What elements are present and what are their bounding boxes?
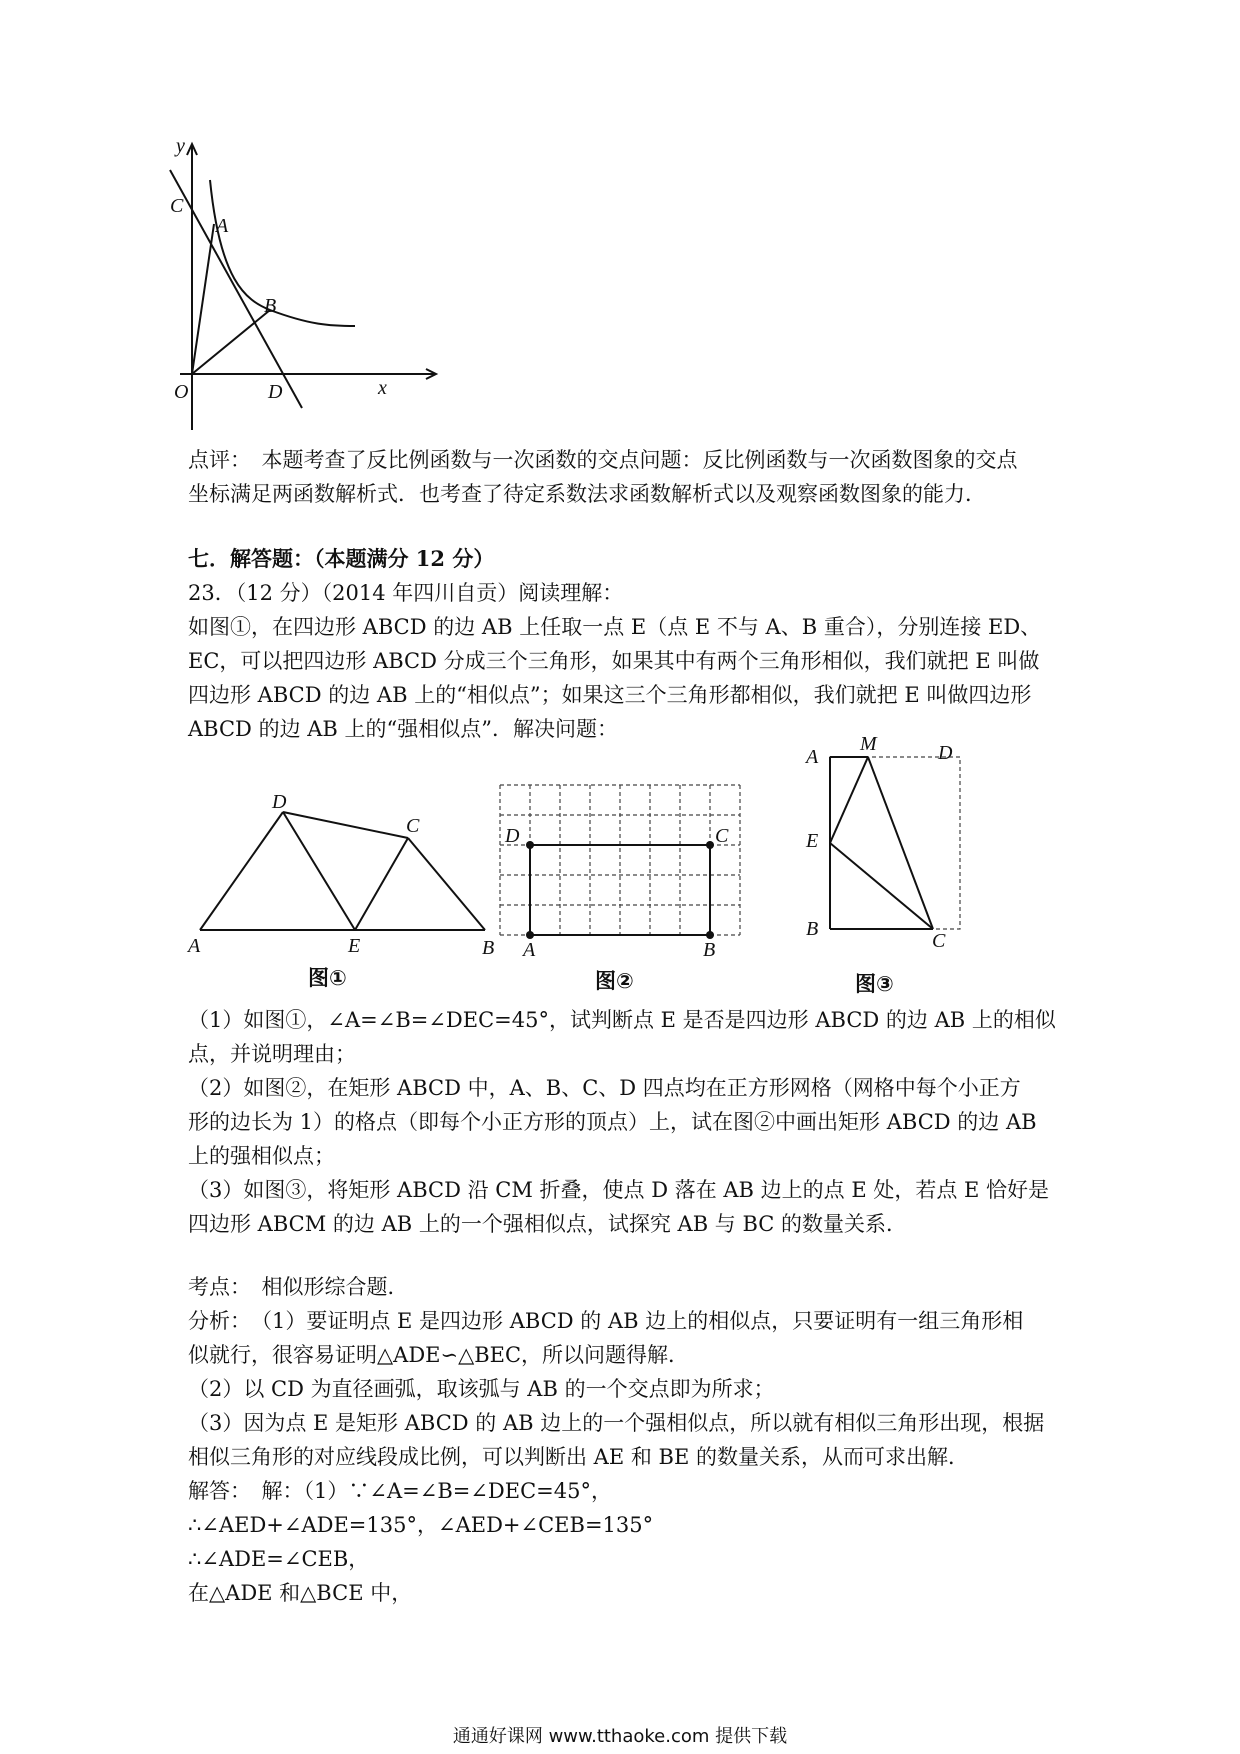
question-3-line-2: 四边形 ABCM 的边 AB 上的一个强相似点，试探究 AB 与 BC 的数量关系．	[188, 1212, 908, 1236]
fig2-label-D: D	[505, 825, 520, 847]
fig1-label-B: B	[482, 937, 495, 959]
label-y: y	[176, 140, 185, 157]
fig1-label-C: C	[406, 815, 420, 837]
label-A: A	[216, 215, 229, 237]
problem-text-4: ABCD 的边 AB 上的“强相似点”．解决问题：	[188, 717, 618, 741]
seg-ME	[830, 757, 868, 843]
problem-text-3: 四边形 ABCD 的边 AB 上的“相似点”；如果这三个三角形都相似，我们就把 E 叫做四边形	[188, 683, 1032, 707]
point-D	[526, 841, 534, 849]
question-2-line-3: 上的强相似点；	[188, 1144, 335, 1168]
fig3-label-M: M	[860, 735, 877, 755]
question-1-line-1: （1）如图①，∠A=∠B=∠DEC=45°，试判断点 E 是否是四边形 ABCD 的边 AB 上的相似	[188, 1008, 1056, 1032]
figure-3	[800, 735, 980, 955]
fig1-label-A: A	[188, 935, 201, 957]
fig3-label-E: E	[806, 830, 819, 852]
figure-2-caption: 图②	[595, 969, 634, 993]
question-3-line-1: （3）如图③，将矩形 ABCD 沿 CM 折叠，使点 D 落在 AB 边上的点 E 处，若点 E 恰好是	[188, 1178, 1050, 1202]
problem-text-1: 如图①，在四边形 ABCD 的边 AB 上任取一点 E（点 E 不与 A、B 重合），分别连接 ED、	[188, 615, 1042, 639]
fig3-label-D: D	[938, 742, 953, 764]
segment-OA	[192, 224, 214, 374]
section-title: 七．解答题：（本题满分 12 分）	[188, 546, 495, 571]
inverse-function-curve	[210, 180, 355, 326]
label-D: D	[268, 381, 283, 403]
comment-line-1: 点评： 本题考查了反比例函数与一次函数的交点问题：反比例函数与一次函数图象的交点	[188, 448, 1018, 472]
seg-DE	[283, 812, 355, 930]
fig1-label-E: E	[348, 935, 361, 957]
seg-EC	[355, 838, 408, 930]
seg-AD	[200, 812, 283, 930]
question-1-line-2: 点，并说明理由；	[188, 1042, 356, 1066]
analysis-line-5: 相似三角形的对应线段成比例，可以判断出 AE 和 BE 的数量关系，从而可求出解．	[188, 1445, 969, 1469]
figure-1	[180, 780, 510, 960]
solution-line-1: 解答： 解：（1）∵∠A=∠B=∠DEC=45°，	[188, 1479, 612, 1503]
point-C	[706, 841, 714, 849]
label-x: x	[378, 377, 387, 399]
comment-line-2: 坐标满足两函数解析式．也考查了待定系数法求函数解析式以及观察函数图象的能力．	[188, 482, 986, 506]
label-B: B	[264, 295, 277, 317]
page-footer: 通通好课网 www.tthaoke.com 提供下载	[452, 1726, 788, 1747]
point-B	[706, 931, 714, 939]
question-2-line-1: （2）如图②，在矩形 ABCD 中，A、B、C、D 四点均在正方形网格（网格中每个小正方	[188, 1076, 1021, 1100]
seg-DC	[283, 812, 408, 838]
linear-function-line	[170, 170, 302, 408]
analysis-line-1: 分析： （1）要证明点 E 是四边形 ABCD 的 AB 边上的相似点，只要证明有一组三角形相	[188, 1309, 1024, 1333]
problem-header: 23．（12 分）（2014 年四川自贡）阅读理解：	[188, 581, 624, 605]
solution-line-2: ∴∠AED+∠ADE=135°，∠AED+∠CEB=135°	[188, 1513, 654, 1537]
fig2-label-C: C	[715, 825, 729, 847]
figure-2	[485, 770, 755, 960]
fig3-label-A: A	[806, 746, 819, 768]
solution-line-4: 在△ADE 和△BCE 中，	[188, 1581, 413, 1605]
analysis-line-4: （3）因为点 E 是矩形 ABCD 的 AB 边上的一个强相似点，所以就有相似三角形出现，根据	[188, 1411, 1045, 1435]
analysis-line-3: （2）以 CD 为直径画弧，取该弧与 AB 的一个交点即为所求；	[188, 1377, 775, 1401]
point-A	[526, 931, 534, 939]
label-C: C	[170, 195, 184, 217]
kaodian-line: 考点： 相似形综合题．	[188, 1275, 409, 1299]
fig3-label-C: C	[932, 930, 946, 952]
figure-3-caption: 图③	[855, 972, 894, 996]
problem-text-2: EC，可以把四边形 ABCD 分成三个三角形，如果其中有两个三角形相似，我们就把 E 叫做	[188, 649, 1040, 673]
question-2-line-2: 形的边长为 1）的格点（即每个小正方形的顶点）上，试在图②中画出矩形 ABCD 的边 AB	[188, 1110, 1037, 1134]
fig2-label-B: B	[703, 939, 716, 960]
fig2-label-A: A	[523, 939, 536, 960]
function-graph	[150, 140, 450, 450]
fig3-label-B: B	[806, 918, 819, 940]
fig1-label-D: D	[272, 791, 287, 813]
seg-CB	[408, 838, 485, 930]
seg-MC	[868, 757, 933, 929]
solution-line-3: ∴∠ADE=∠CEB，	[188, 1547, 370, 1571]
figure-1-caption: 图①	[308, 966, 347, 990]
analysis-line-2: 似就行，很容易证明△ADE∽△BEC，所以问题得解．	[188, 1343, 690, 1367]
label-O: O	[174, 381, 189, 403]
outline-dashed	[830, 757, 960, 929]
segment-OB	[192, 310, 270, 374]
